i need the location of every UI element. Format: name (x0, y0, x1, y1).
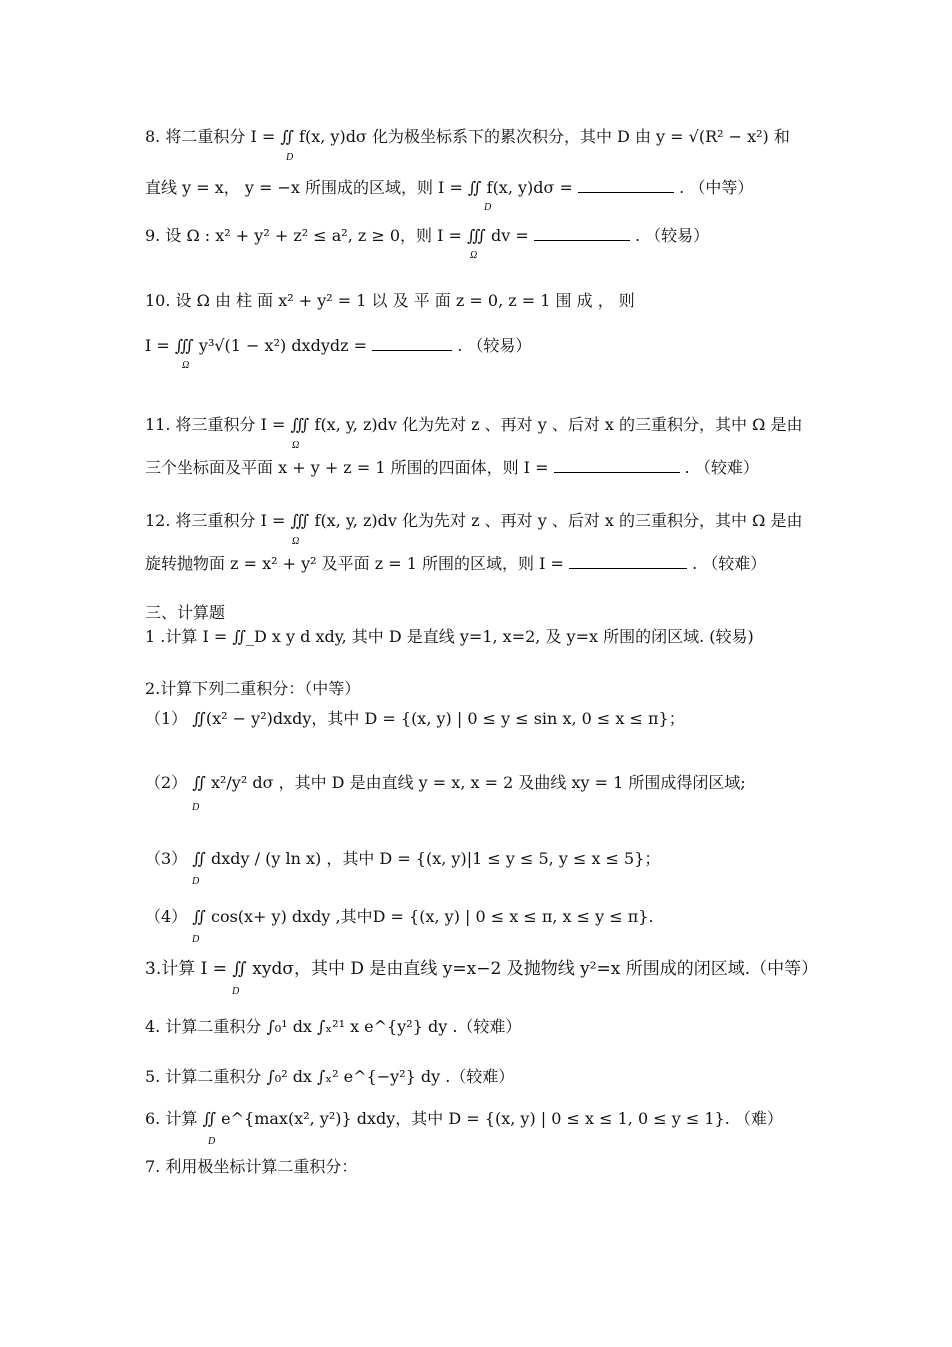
question-9-text: 9. 设 Ω : x² + y² + z² ≤ a², z ≥ 0，则 I = ∭ dv = (145, 226, 529, 245)
question-12-tail: . （较难） (692, 554, 767, 573)
calc-3-sub: D (232, 986, 240, 997)
question-10-tail: . （较易） (457, 336, 532, 355)
question-8-text1: 8. 将二重积分 I = ∬ f(x, y)dσ 化为极坐标系下的累次积分，其中 D 由 y = √(R² − x²) 和 (145, 127, 790, 146)
question-11-text2: 三个坐标面及平面 x + y + z = 1 所围的四面体，则 I = (145, 458, 549, 477)
calc-3: 3.计算 I = ∬ xydσ，其中 D 是由直线 y=x−2 及抛物线 y²=x 所围成的闭区域.（中等） (145, 959, 819, 979)
question-12-domain-sub: Ω (292, 536, 300, 547)
answer-blank-11[interactable] (554, 456, 680, 473)
question-11-line1 (145, 414, 802, 436)
question-11-text1: 11. 将三重积分 I = ∭ f(x, y, z)dv 化为先对 z 、再对 y 、后对 x 的三重积分，其中 Ω 是由 (145, 415, 803, 434)
question-12-text1: 12. 将三重积分 I = ∭ f(x, y, z)dv 化为先对 z 、再对 y 、后对 x 的三重积分，其中 Ω 是由 (145, 511, 803, 530)
question-10-text1: 10. 设 Ω 由 柱 面 x² + y² = 1 以 及 平 面 z = 0, z = 1 围 成 ， 则 (145, 291, 635, 310)
section-3-heading: 三、计算题 (145, 603, 226, 622)
calc-6: 6. 计算 ∬ e^{max(x², y²)} dxdy，其中 D = {(x, y) | 0 ≤ x ≤ 1, 0 ≤ y ≤ 1}. （难） (145, 1109, 783, 1128)
calc-2-part-4-sub: D (192, 934, 200, 945)
answer-blank-8[interactable] (578, 176, 674, 193)
question-8-tail: . （中等） (679, 178, 754, 197)
question-11-tail: . （较难） (684, 458, 759, 477)
question-11-line2 (145, 456, 759, 479)
calc-2-part-4: （4） ∬ cos(x+ y) dxdy ,其中D = {(x, y) | 0 ≤ x ≤ π, x ≤ y ≤ π}. (145, 907, 654, 926)
calc-2-part-1: （1） ∬(x² − y²)dxdy，其中 D = {(x, y) | 0 ≤ y ≤ sin x, 0 ≤ x ≤ π}； (145, 709, 685, 728)
calc-2-part-2: （2） ∬ x²/y² dσ ，其中 D 是由直线 y = x, x = 2 及曲线 xy = 1 所围成得闭区域; (145, 773, 746, 792)
calc-2-part-3: （3） ∬ dxdy / (y ln x) ，其中 D = {(x, y)|1 ≤ y ≤ 5, y ≤ x ≤ 5}； (145, 849, 661, 868)
question-12-line2 (145, 552, 766, 575)
calc-6-sub: D (208, 1136, 216, 1147)
question-8-text2: 直线 y = x， y = −x 所围成的区域，则 I = ∬ f(x, y)dσ = (145, 178, 573, 197)
calc-2-part-3-sub: D (192, 876, 200, 887)
question-10-text2: I = ∭ y³√(1 − x²) dxdydz = (145, 336, 368, 355)
question-12-line1 (145, 510, 802, 532)
question-9-tail: . （较易） (635, 226, 710, 245)
calc-4: 4. 计算二重积分 ∫₀¹ dx ∫ₓ²¹ x e^{y²} dy .（较难） (145, 1017, 522, 1036)
question-8-line1 (145, 126, 790, 148)
calc-7: 7. 利用极坐标计算二重积分： (145, 1157, 358, 1176)
question-10-line1 (145, 290, 635, 312)
question-10-domain-sub: Ω (182, 360, 190, 371)
question-8-line2 (145, 176, 753, 199)
question-9-domain-sub: Ω (470, 250, 478, 261)
answer-blank-10[interactable] (372, 334, 452, 351)
calc-2-heading: 2.计算下列二重积分：（中等） (145, 679, 361, 698)
question-9-line (145, 224, 709, 247)
answer-blank-9[interactable] (534, 224, 630, 241)
question-12-text2: 旋转抛物面 z = x² + y² 及平面 z = 1 所围的区域，则 I = (145, 554, 564, 573)
answer-blank-12[interactable] (569, 552, 687, 569)
question-8b-domain-sub: D (484, 202, 492, 213)
calc-2-part-2-sub: D (192, 802, 200, 813)
question-11-domain-sub: Ω (292, 440, 300, 451)
calc-5: 5. 计算二重积分 ∫₀² dx ∫ₓ² e^{−y²} dy .（较难） (145, 1067, 515, 1086)
question-10-line2 (145, 334, 531, 357)
calc-1: 1 .计算 I = ∬_D x y d xdy, 其中 D 是直线 y=1, x=2, 及 y=x 所围的闭区域. (较易) (145, 627, 754, 646)
question-8-domain-sub: D (286, 152, 294, 163)
